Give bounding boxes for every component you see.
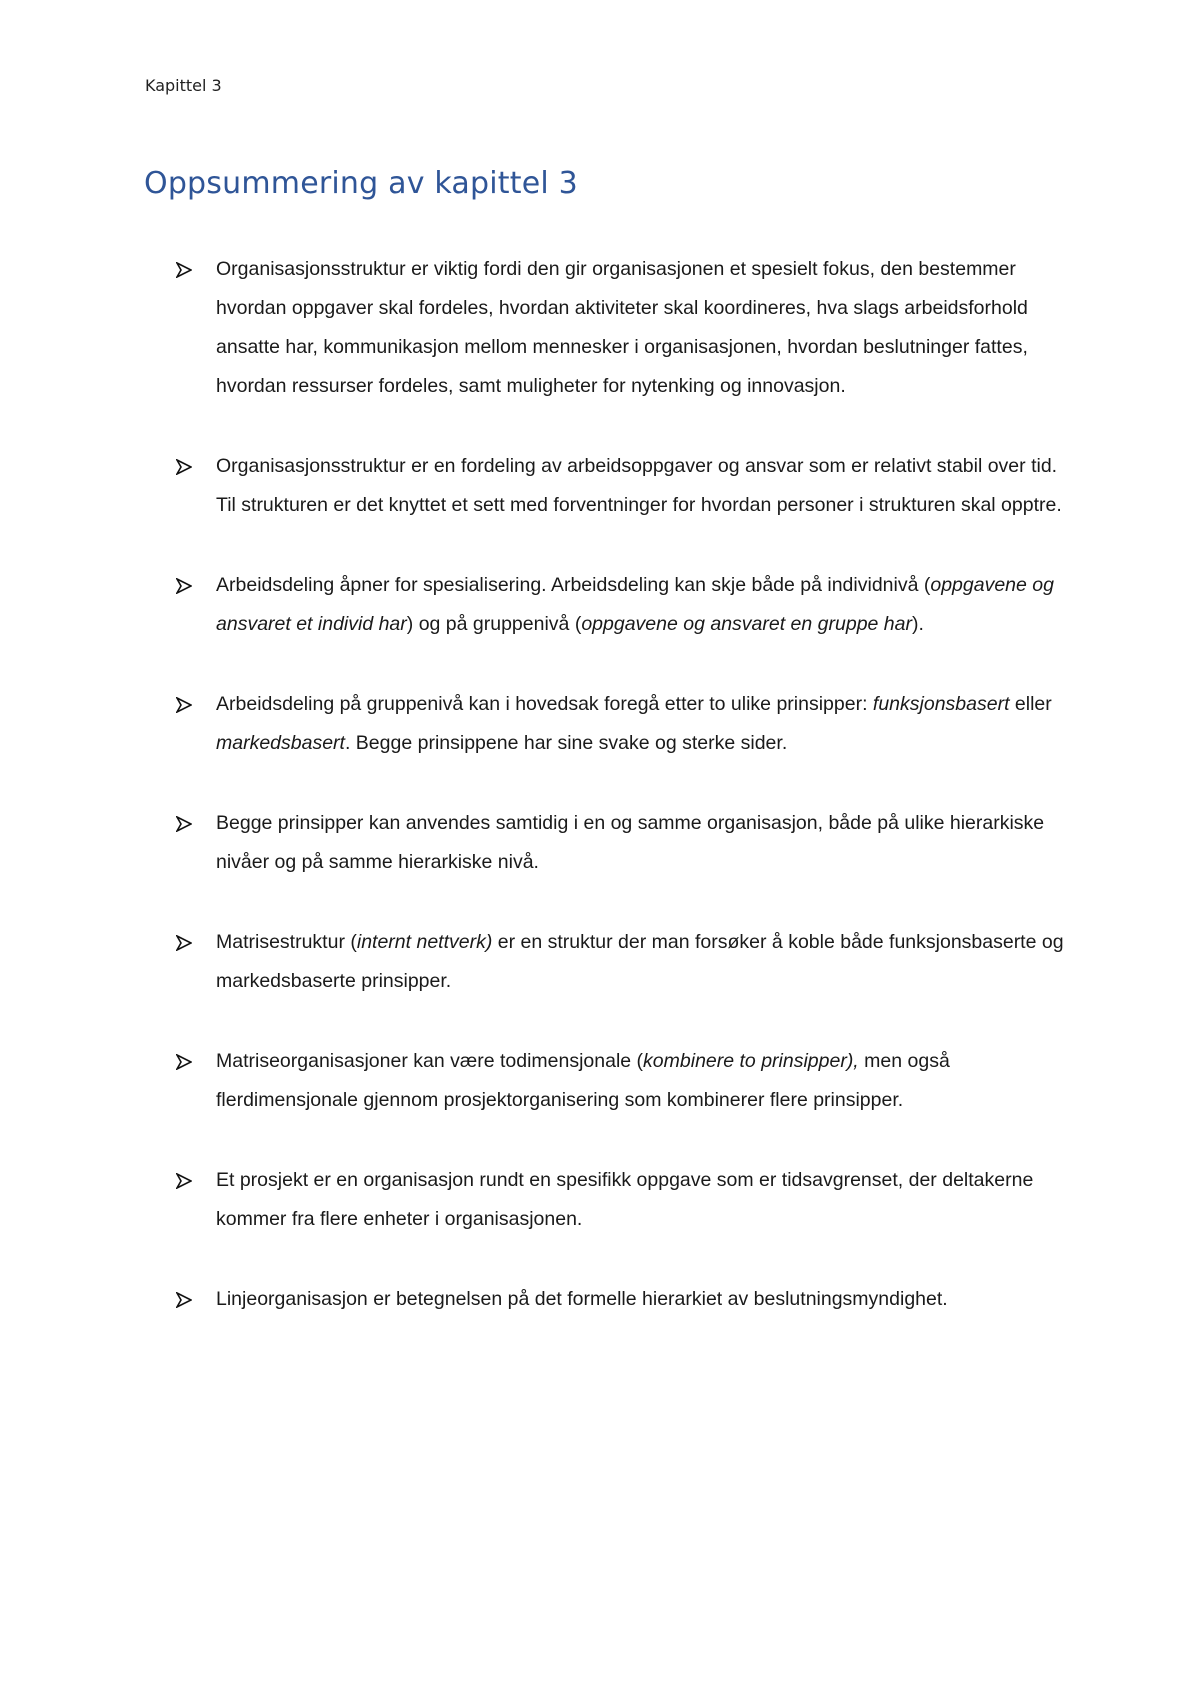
text-segment: Et prosjekt er en organisasjon rundt en spesifikk oppgave som er tidsavgrenset, der deltakerne kommer fra flere enheter i organisasjonen.	[216, 1169, 1034, 1230]
text-segment: Organisasjonsstruktur er en fordeling av arbeidsoppgaver og ansvar som er relativt stabil over tid. Til strukturen er det knyttet et sett med forventninger for hvordan personer i strukturen skal opptre.	[216, 455, 1062, 516]
text-segment: Linjeorganisasjon er betegnelsen på det formelle hierarkiet av beslutningsmyndighet.	[216, 1288, 948, 1310]
text-segment: eller	[1009, 693, 1052, 715]
text-segment: Matrisestruktur (	[216, 931, 357, 953]
arrowhead-bullet-icon	[176, 1161, 194, 1200]
arrowhead-bullet-icon	[176, 1280, 194, 1319]
list-item	[176, 566, 1076, 644]
text-segment: Arbeidsdeling åpner for spesialisering. Arbeidsdeling kan skje både på individnivå (	[216, 574, 931, 596]
bullet-text	[216, 685, 1076, 763]
text-segment: Begge prinsipper kan anvendes samtidig i en og samme organisasjon, både på ulike hierarkiske nivåer og på samme hierarkiske nivå.	[216, 812, 1045, 873]
italic-segment: funksjonsbasert	[872, 693, 1010, 715]
summary-bullet-list	[176, 250, 1076, 1360]
list-item	[176, 685, 1076, 763]
italic-segment: internt nettverk)	[356, 931, 493, 953]
text-segment: Organisasjonsstruktur er viktig fordi den gir organisasjonen et spesielt fokus, den bestemmer hvordan oppgaver skal fordeles, hvordan aktiviteter skal koordineres, hva slags arbeidsforhold ansatte har, kommunikasjon mellom mennesker i organisasjonen, hvordan beslutninger fattes, hvordan ressurser fordeles, samt muligheter for nytenking og innovasjon.	[216, 258, 1028, 397]
arrowhead-bullet-icon	[176, 250, 194, 289]
arrowhead-bullet-icon	[176, 566, 194, 605]
italic-segment: oppgavene og ansvaret et individ har	[216, 574, 1054, 635]
list-item	[176, 447, 1076, 525]
bullet-text	[216, 447, 1076, 525]
text-segment: ) og på gruppenivå (	[406, 613, 582, 635]
running-header: Kapittel 3	[145, 76, 222, 95]
text-segment: Matriseorganisasjoner kan være todimensjonale (	[216, 1050, 644, 1072]
bullet-text	[216, 1042, 1076, 1120]
arrowhead-bullet-icon	[176, 923, 194, 962]
bullet-text	[216, 804, 1076, 882]
text-segment: er en struktur der man forsøker å koble både funksjonsbaserte og markedsbaserte prinsipper.	[216, 931, 1064, 992]
arrowhead-bullet-icon	[176, 447, 194, 486]
list-item	[176, 804, 1076, 882]
list-item	[176, 1042, 1076, 1120]
text-segment: ).	[911, 613, 924, 635]
bullet-text	[216, 566, 1076, 644]
arrowhead-bullet-icon	[176, 804, 194, 843]
arrowhead-bullet-icon	[176, 685, 194, 724]
list-item	[176, 923, 1076, 1001]
text-segment: . Begge prinsippene har sine svake og sterke sider.	[344, 732, 788, 754]
italic-segment: kombinere to prinsipper),	[643, 1050, 859, 1072]
italic-segment: oppgavene og ansvaret en gruppe har	[581, 613, 912, 635]
page-title: Oppsummering av kapittel 3	[144, 166, 578, 201]
bullet-text	[216, 1280, 948, 1319]
text-segment: Arbeidsdeling på gruppenivå kan i hovedsak foregå etter to ulike prinsipper:	[216, 693, 873, 715]
arrowhead-bullet-icon	[176, 1042, 194, 1081]
italic-segment: markedsbasert	[216, 732, 345, 754]
list-item	[176, 1161, 1076, 1239]
text-segment: men også flerdimensjonale gjennom prosjektorganisering som kombinerer flere prinsipper.	[216, 1050, 950, 1111]
list-item	[176, 1280, 1076, 1319]
list-item	[176, 250, 1076, 406]
bullet-text	[216, 250, 1076, 406]
bullet-text	[216, 1161, 1076, 1239]
bullet-text	[216, 923, 1076, 1001]
